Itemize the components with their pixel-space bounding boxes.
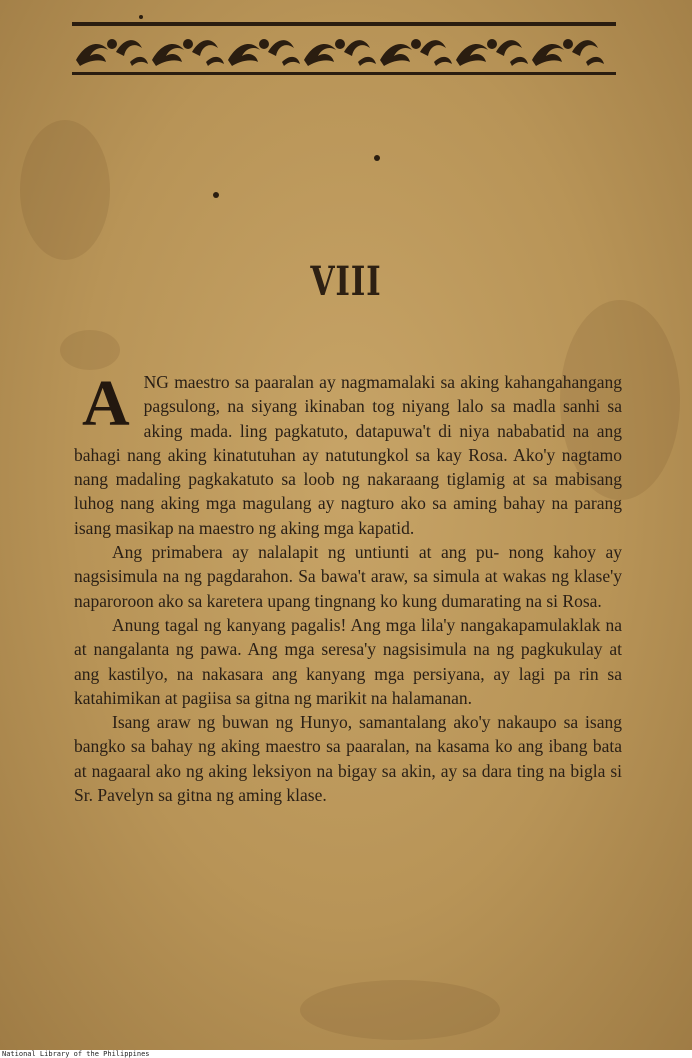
ink-speck — [213, 192, 219, 198]
chapter-body — [74, 367, 622, 807]
chapter-heading: VIII — [310, 258, 382, 305]
paper-stain — [60, 330, 120, 370]
drop-cap: A — [82, 367, 130, 440]
ink-speck — [139, 15, 143, 19]
paper-stain — [300, 980, 500, 1040]
footer-credit: National Library of the Philippines — [0, 1050, 692, 1058]
paragraph — [74, 367, 622, 540]
decorative-header-ornament — [72, 22, 616, 78]
paragraph: Anung tagal ng kanyang pagalis! Ang mga lila'y nangakapamulaklak na at nangalanta ng pawa. Ang mga seresa'y nagsisimula na ng pagkukulay at ang kastilyo, na nakasara ang kanyang mga persiyana, ay lagi pa rin sa katahimikan at pagiisa sa gitna ng marikit na halamanan. — [74, 614, 622, 708]
paper-stain — [20, 120, 110, 260]
ink-speck — [374, 155, 380, 161]
paragraph: Ang primabera ay nalalapit ng untiunti at ang pu- nong kahoy ay nagsisimula na ng pagdarahon. Sa bawa't araw, sa simula at wakas ng klase'y naparoroon ako sa karetera upang tingnang ko kung dumarating na si Rosa. — [74, 542, 622, 611]
paragraph-text: NG maestro sa paaralan ay nagmamalaki sa aking kahangahangang pagsulong, na siyang ikinaban tog niyang lalo sa madla sanhi sa aking mada. ling pagkatuto, datapuwa't di niya nababatid na ang bahagi nang aking kinatutuhan ay natutungkol sa kay Rosa. Ako'y nagtamo nang madaling pagkakatuto sa loob ng nakaraang tiglamig at sa mabisang luhog nang aking mga magulang ay nagturo ako sa aming bahay na parang isang masikap na maestro ng aking mga kapatid. — [74, 372, 622, 538]
paragraph: Isang araw ng buwan ng Hunyo, samantalang ako'y nakaupo sa isang bangko sa bahay ng aking maestro sa paaralan, na kasama ko ang ibang bata at nagaaral ako ng aking leksiyon na bigay sa akin, ay sa dara ting na bigla si Sr. Pavelyn sa gitna ng aming klase. — [74, 712, 622, 806]
